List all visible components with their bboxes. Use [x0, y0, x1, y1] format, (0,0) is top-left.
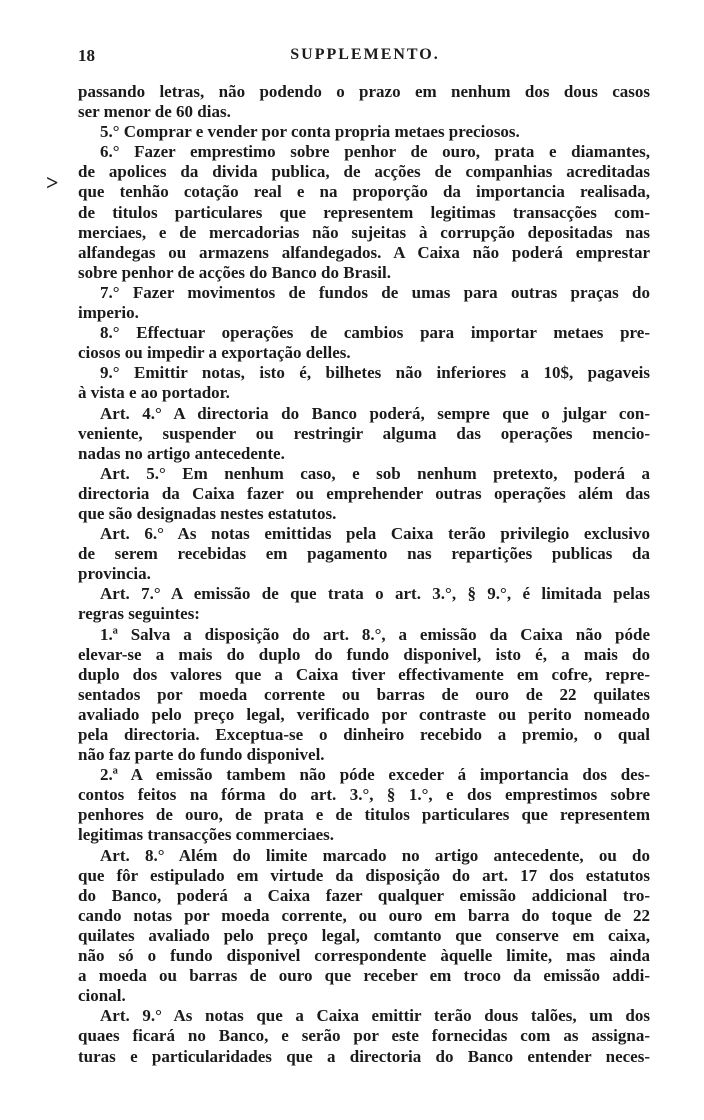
page-number: 18	[78, 46, 95, 65]
text-line: legitimas transacções commerciaes.	[78, 825, 335, 845]
text-line: Art. 9.° As notas que a Caixa emittir terão dous talões, um dos	[100, 1006, 650, 1026]
text-line: 7.° Fazer movimentos de fundos de umas para outras praças do	[100, 282, 650, 302]
text-line: passando letras, não podendo o prazo em nenhum dos dous casos	[78, 82, 650, 101]
text-line: que tenhão cotação real e na proporção da importancia realisada,	[78, 182, 650, 202]
text-line: directoria da Caixa fazer ou emprehender outras operações além das	[78, 483, 650, 503]
text-line: à vista e ao portador.	[78, 383, 230, 403]
text-line: do Banco, poderá a Caixa fazer qualquer emissão addicional tro-	[78, 885, 650, 905]
text-line: contos feitos na fórma do art. 3.°, § 1.°, e dos emprestimos sobre	[78, 785, 650, 805]
text-line: não faz parte do fundo disponivel.	[78, 745, 325, 765]
text-line: 5.° Comprar e vender por conta propria metaes preciosos.	[100, 122, 520, 142]
text-line: avaliado pelo preço legal, verificado por contraste ou perito nomeado	[78, 704, 650, 724]
margin-mark: >	[46, 170, 59, 195]
text-line: pela directoria. Exceptua-se o dinheiro recebido a premio, o qual	[78, 725, 650, 744]
text-line: penhores de ouro, de prata e de titulos particulares que representem	[78, 805, 650, 825]
text-line: alfandegas ou armazens alfandegados. A Caixa não poderá emprestar	[78, 242, 650, 262]
text-line: merciaes, e de mercadorias não sujeitas à corrupção depositadas nas	[78, 222, 650, 242]
text-line: sentados por moeda corrente ou barras de ouro de 22 quilates	[78, 684, 650, 704]
running-header-title: SUPPLEMENTO.	[290, 46, 440, 63]
text-line: ser menor de 60 dias.	[78, 102, 231, 122]
text-line: regras seguintes:	[78, 604, 200, 624]
text-line: Art. 6.° As notas emittidas pela Caixa terão privilegio exclusivo	[100, 524, 650, 544]
text-line: que fôr estipulado em virtude da disposição do art. 17 dos estatutos	[78, 865, 650, 885]
text-line: quilates avaliado pelo preço legal, comtanto que conserve em caixa,	[78, 925, 650, 945]
text-line: a moeda ou barras de ouro que receber em troco da emissão addi-	[78, 966, 650, 986]
text-line: Art. 4.° A directoria do Banco poderá, sempre que o julgar con-	[100, 403, 650, 423]
text-line: turas e particularidades que a directoria do Banco entender neces-	[78, 1046, 650, 1066]
text-line: 2.ª A emissão tambem não póde exceder á importancia dos des-	[100, 765, 650, 785]
text-line: que são designadas nestes estatutos.	[78, 503, 337, 523]
text-line: ciosos ou impedir a exportação delles.	[78, 343, 351, 363]
body-text	[78, 82, 650, 1067]
text-line: 6.° Fazer emprestimo sobre penhor de ouro, prata e diamantes,	[100, 142, 650, 162]
text-line: 1.ª Salva a disposição do art. 8.°, a emissão da Caixa não póde	[100, 624, 650, 644]
text-line: nadas no artigo antecedente.	[78, 443, 285, 463]
text-line: sobre penhor de acções do Banco do Brasil.	[78, 262, 391, 282]
text-line: 9.° Emittir notas, isto é, bilhetes não inferiores a 10$, pagaveis	[100, 363, 650, 383]
text-line: de apolices da divida publica, de acções de companhias acreditadas	[78, 162, 650, 182]
text-line: duplo dos valores que a Caixa tiver effectivamente em cofre, repre-	[78, 664, 650, 684]
text-line: 8.° Effectuar operações de cambios para importar metaes pre-	[100, 323, 650, 343]
text-line: quaes ficará no Banco, e serão por este fornecidas com as assigna-	[78, 1026, 650, 1046]
text-line: Art. 7.° A emissão de que trata o art. 3.°, § 9.°, é limitada pelas	[100, 584, 650, 604]
text-line: cando notas por moeda corrente, ou ouro em barra do toque de 22	[78, 905, 650, 925]
text-line: elevar-se a mais do duplo do fundo disponivel, isto é, a mais do	[78, 644, 650, 664]
text-line: Art. 5.° Em nenhum caso, e sob nenhum pretexto, poderá a	[100, 463, 650, 483]
text-line: não só o fundo disponivel correspondente àquelle limite, mas ainda	[78, 946, 650, 966]
text-line: de serem recebidas em pagamento nas repartições publicas da	[78, 544, 650, 564]
text-line: imperio.	[78, 303, 139, 323]
text-line: provincia.	[78, 564, 151, 584]
text-line: veniente, suspender ou restringir alguma das operações mencio-	[78, 423, 650, 443]
text-line: de titulos particulares que representem legitimas transacções com-	[78, 202, 650, 222]
text-line: Art. 8.° Além do limite marcado no artigo antecedente, ou do	[100, 845, 650, 865]
text-line: cional.	[78, 986, 126, 1006]
